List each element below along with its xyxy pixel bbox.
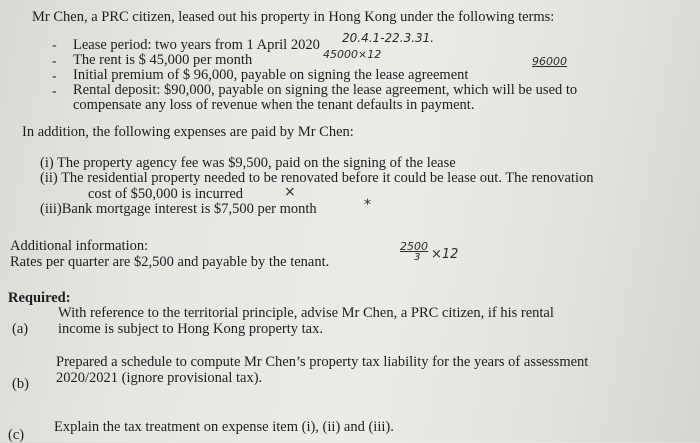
question-b-label: (b) [12, 376, 29, 392]
required-label: Required: [8, 290, 71, 306]
additional-info-label: Additional information: [10, 238, 149, 254]
expense-iii: (iii)Bank mortgage interest is $7,500 per month [40, 201, 317, 217]
handwritten-cross-2: * [364, 197, 371, 213]
expense-ii: (ii) The residential property needed to be renovated before it could be lease out. The renovation [40, 170, 594, 186]
handwritten-rates-denominator: 3 [414, 252, 421, 263]
question-a-line1: With reference to the territorial principle, advise Mr Chen, a PRC citizen, if his rental [58, 305, 554, 321]
question-b-line2: 2020/2021 (ignore provisional tax). [56, 370, 263, 386]
bullet-dash: - [52, 54, 57, 69]
question-b-line1: Prepared a schedule to compute Mr Chen’s property tax liability for the years of assessment [56, 354, 589, 370]
expenses-intro: In addition, the following expenses are paid by Mr Chen: [22, 124, 354, 140]
term-deposit: Rental deposit: $90,000, payable on signing the lease agreement, which will be used to [73, 82, 578, 98]
handwritten-cross-1: × [284, 184, 296, 200]
bullet-dash: - [52, 38, 57, 53]
question-a-line2: income is subject to Hong Kong property tax. [58, 321, 323, 337]
term-rent: The rent is $ 45,000 per month [73, 52, 253, 68]
handwritten-premium-note: 96000 [532, 55, 567, 68]
question-a-label: (a) [12, 321, 29, 337]
question-c-label: (c) [8, 427, 25, 443]
term-deposit-cont: compensate any loss of revenue when the tenant defaults in payment. [73, 97, 475, 113]
term-lease-period: Lease period: two years from 1 April 2020 [73, 37, 320, 53]
bullet-dash: - [52, 69, 57, 84]
handwritten-rates-multiplier: ×12 [431, 247, 459, 262]
handwritten-rates-numerator: 2500 [400, 240, 428, 253]
handwritten-rent-calc: 45000×12 [323, 48, 382, 61]
question-c-line1: Explain the tax treatment on expense item (i), (ii) and (iii). [54, 419, 394, 435]
handwritten-lease-dates: 20.4.1-22.3.31. [342, 31, 435, 45]
term-premium: Initial premium of $ 96,000, payable on signing the lease agreement [73, 67, 469, 83]
additional-info-text: Rates per quarter are $2,500 and payable by the tenant. [10, 254, 330, 270]
expense-i: (i) The property agency fee was $9,500, paid on the signing of the lease [40, 155, 456, 171]
expense-ii-cont: cost of $50,000 is incurred [88, 186, 244, 202]
bullet-dash: - [52, 84, 57, 99]
intro-text: Mr Chen, a PRC citizen, leased out his property in Hong Kong under the following terms: [32, 9, 555, 25]
